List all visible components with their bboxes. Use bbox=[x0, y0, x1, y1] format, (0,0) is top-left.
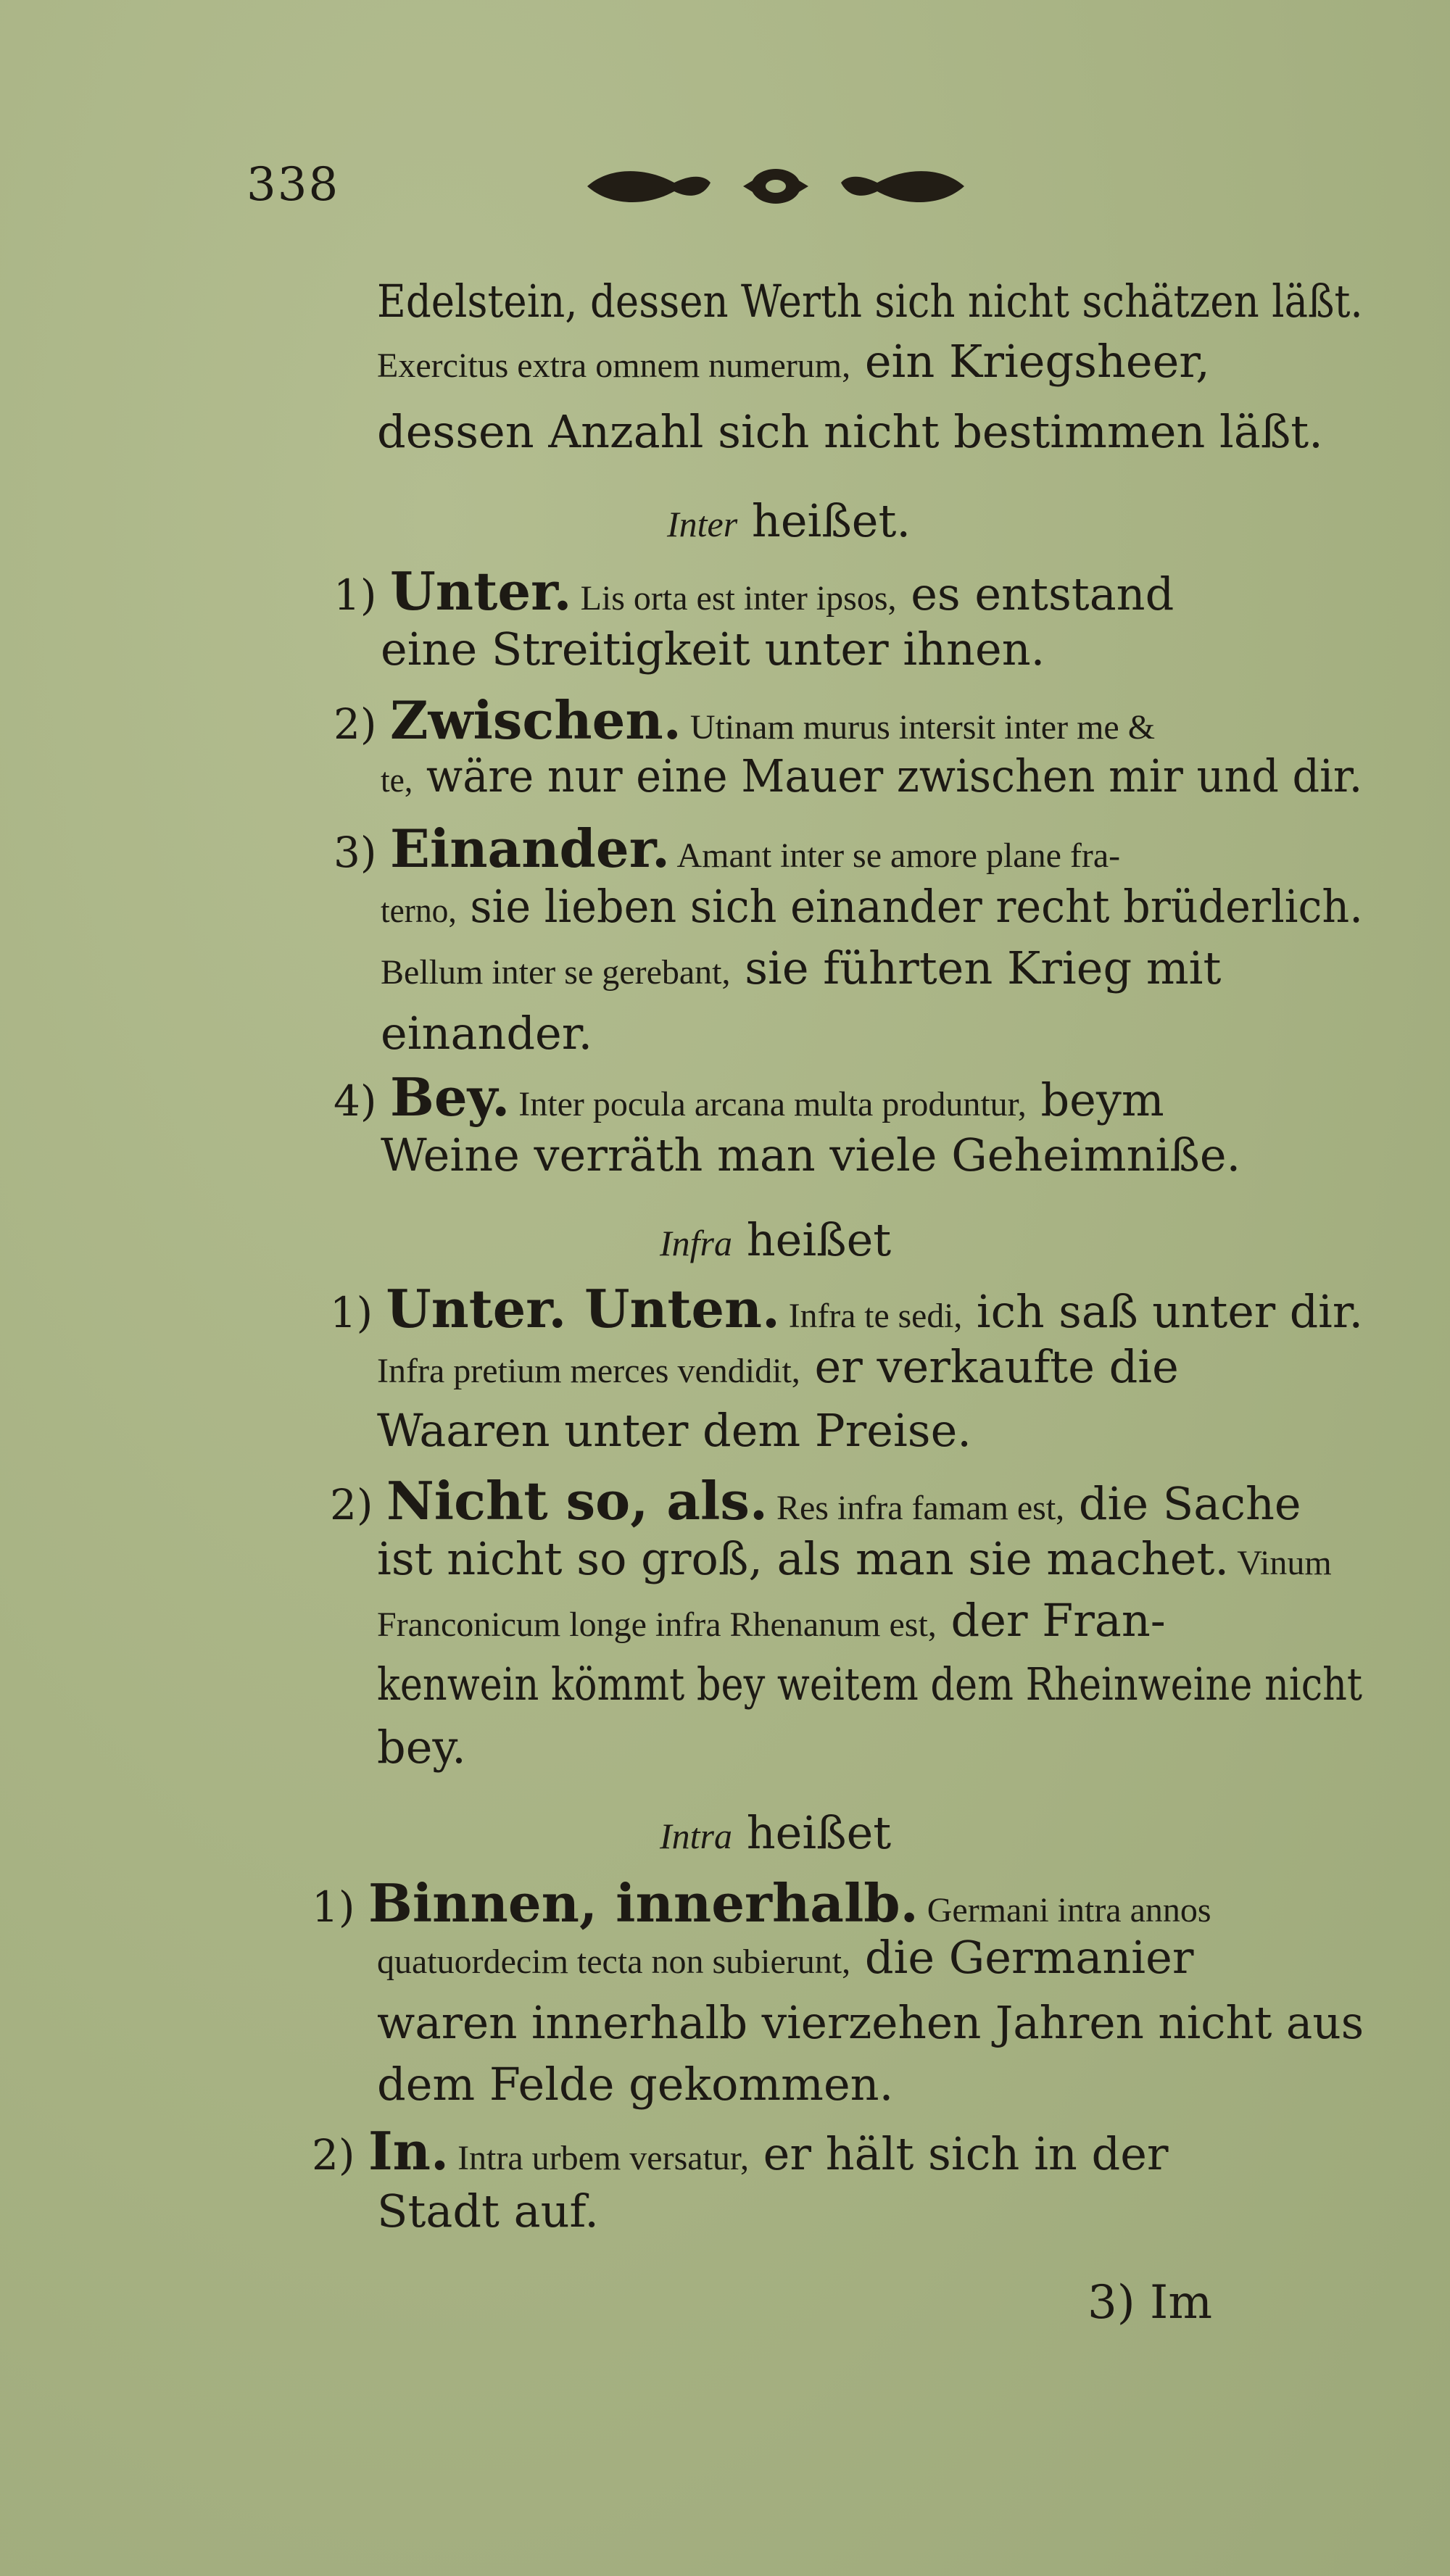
german-text: die Germanier bbox=[850, 1931, 1194, 1984]
latin-phrase: Franconicum longe infra Rhenanum est, bbox=[377, 1605, 937, 1644]
header-ornament-icon bbox=[580, 154, 972, 219]
german-text: eine Streitigkeit unter ihnen. bbox=[381, 623, 1045, 676]
german-text: Weine verräth man viele Geheimniße. bbox=[381, 1129, 1241, 1181]
section-heading: Infra bbox=[660, 1223, 732, 1263]
headword: Binnen, innerhalb. bbox=[368, 1872, 919, 1934]
text-line bbox=[377, 1532, 1332, 1585]
german-text: 1) bbox=[334, 570, 390, 620]
section-heading: Intra bbox=[660, 1816, 732, 1856]
text-line bbox=[377, 335, 1210, 388]
german-text: 4) bbox=[334, 1076, 390, 1126]
german-text: der Fran- bbox=[936, 1594, 1166, 1647]
latin-phrase: quatuordecim tecta non subierunt, bbox=[377, 1943, 851, 1981]
german-text: sie lieben sich einander recht brüderlich. bbox=[456, 880, 1363, 933]
latin-phrase: Infra pretium merces vendidit, bbox=[377, 1352, 800, 1390]
latin-phrase: Lis orta est inter ipsos, bbox=[571, 579, 897, 618]
latin-phrase: Amant inter se amore plane fra- bbox=[670, 836, 1121, 875]
text-line bbox=[312, 2120, 1169, 2182]
german-text: 2) bbox=[330, 1480, 386, 1529]
german-text: 1) bbox=[312, 1882, 368, 1932]
text-line bbox=[334, 1066, 1164, 1128]
latin-phrase: Exercitus extra omnem numerum, bbox=[377, 346, 851, 385]
german-text: ich saß unter dir. bbox=[962, 1285, 1364, 1338]
text-line bbox=[667, 494, 911, 547]
german-text: er hält sich in der bbox=[748, 2127, 1169, 2180]
text-line bbox=[312, 1872, 1211, 1934]
german-text: Edelstein, dessen Werth sich nicht schätzen läßt. bbox=[377, 275, 1363, 328]
section-heading: Inter bbox=[667, 504, 738, 544]
german-text: sie führten Krieg mit bbox=[730, 942, 1222, 994]
text-line bbox=[381, 623, 1045, 676]
text-line bbox=[377, 2058, 894, 2111]
latin-phrase: Inter pocula arcana multa produntur, bbox=[510, 1085, 1027, 1123]
latin-phrase: Infra te sedi, bbox=[779, 1297, 963, 1335]
headword: Zwischen. bbox=[389, 689, 682, 751]
german-text: heißet bbox=[732, 1213, 892, 1266]
text-line bbox=[381, 942, 1222, 994]
latin-phrase: Intra urbem versatur, bbox=[449, 2139, 749, 2177]
text-line bbox=[377, 2185, 600, 2238]
headword: Bey. bbox=[389, 1066, 510, 1128]
text-line bbox=[660, 1213, 892, 1266]
german-text: dessen Anzahl sich nicht bestimmen läßt. bbox=[377, 405, 1323, 458]
latin-phrase: Res infra famam est, bbox=[767, 1489, 1065, 1527]
german-text: es entstand bbox=[896, 568, 1174, 620]
headword: Nicht so, als. bbox=[386, 1470, 768, 1532]
text-line bbox=[330, 1470, 1301, 1532]
german-text: waren innerhalb vierzehen Jahren nicht aus bbox=[377, 1996, 1364, 2049]
text-line bbox=[330, 1278, 1364, 1339]
text-line bbox=[381, 880, 1363, 933]
latin-phrase: Vinum bbox=[1229, 1544, 1332, 1582]
text-line bbox=[377, 1594, 1166, 1647]
latin-phrase: Utinam murus intersit inter me & bbox=[681, 708, 1156, 747]
text-line bbox=[377, 405, 1323, 458]
text-line bbox=[381, 1007, 593, 1060]
text-line bbox=[660, 1806, 892, 1859]
latin-phrase: te, bbox=[381, 761, 413, 799]
latin-phrase: Bellum inter se gerebant, bbox=[381, 953, 731, 992]
text-line bbox=[377, 1931, 1194, 1984]
german-text: beym bbox=[1026, 1073, 1164, 1126]
latin-phrase: Germani intra annos bbox=[918, 1891, 1211, 1929]
german-text: heißet. bbox=[737, 494, 911, 547]
german-text: ist nicht so groß, als man sie machet. bbox=[377, 1532, 1230, 1585]
text-line bbox=[377, 1996, 1364, 2049]
german-text: heißet bbox=[732, 1806, 892, 1859]
headword: Unter. bbox=[389, 560, 572, 622]
text-line bbox=[377, 1404, 972, 1457]
german-text: 1) bbox=[330, 1288, 386, 1337]
german-text: die Sache bbox=[1064, 1477, 1301, 1530]
text-line bbox=[377, 1658, 1363, 1711]
text-line bbox=[377, 1721, 466, 1774]
text-line bbox=[377, 275, 1363, 328]
german-text: ein Kriegsheer, bbox=[850, 335, 1210, 388]
catchword: 3) Im bbox=[1088, 2276, 1212, 2330]
german-text: einander. bbox=[381, 1007, 593, 1060]
german-text: bey. bbox=[377, 1721, 466, 1774]
headword: In. bbox=[368, 2120, 450, 2182]
text-line bbox=[334, 689, 1156, 751]
german-text: Stadt auf. bbox=[377, 2185, 600, 2238]
text-line bbox=[334, 560, 1174, 622]
text-line bbox=[334, 818, 1121, 879]
german-text: 2) bbox=[334, 699, 390, 749]
headword: Einander. bbox=[389, 818, 671, 879]
german-text: 3) bbox=[334, 828, 390, 877]
page-number: 338 bbox=[246, 158, 340, 212]
headword: Unter. Unten. bbox=[386, 1278, 780, 1339]
latin-phrase: terno, bbox=[381, 892, 457, 930]
german-text: er verkaufte die bbox=[800, 1340, 1179, 1393]
text-line bbox=[381, 1129, 1241, 1181]
german-text: dem Felde gekommen. bbox=[377, 2058, 894, 2111]
text-line bbox=[381, 749, 1363, 802]
german-text: 2) bbox=[312, 2130, 368, 2180]
german-text: wäre nur eine Mauer zwischen mir und dir. bbox=[413, 749, 1363, 802]
german-text: kenwein kömmt bey weitem dem Rheinweine nicht bbox=[377, 1658, 1363, 1711]
text-line bbox=[377, 1340, 1179, 1393]
german-text: Waaren unter dem Preise. bbox=[377, 1404, 972, 1457]
